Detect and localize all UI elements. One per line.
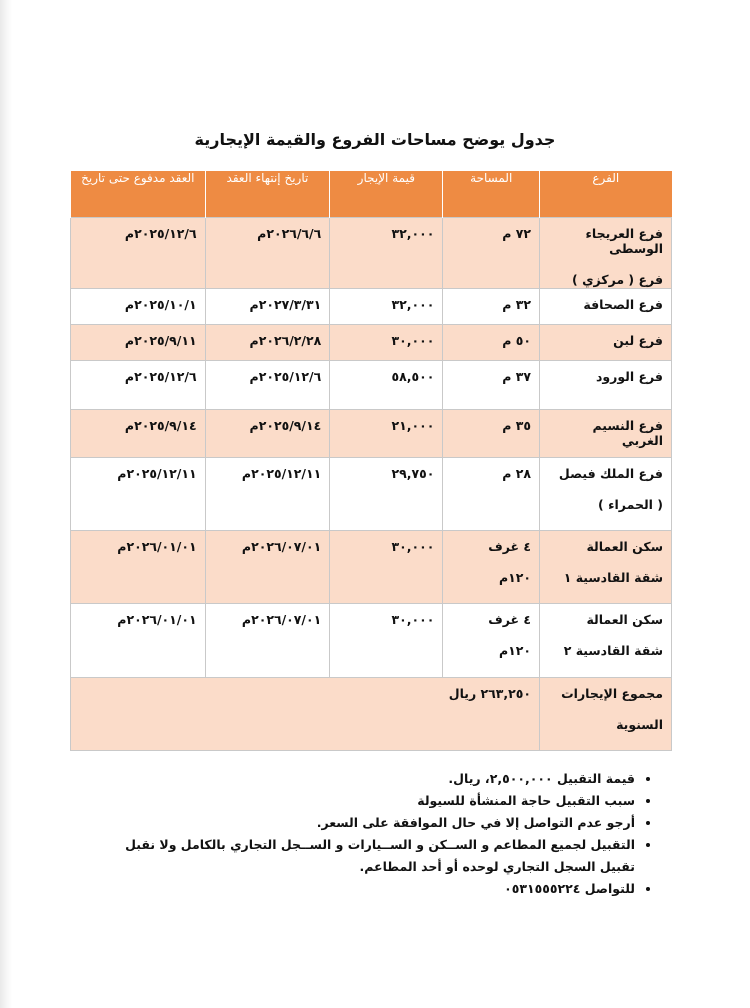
note-item: • للتواصل ٠٥٣١٥٥٥٢٢٤ (95, 878, 635, 900)
paid-until-cell: ٢٠٢٥/٩/١٤م (71, 410, 206, 458)
note-item: • سبب التقبيل حاجة المنشأة للسيولة (95, 790, 635, 812)
branch-cell: سكن العمالة شقة القادسية ١ (540, 531, 672, 604)
branch-cell: فرع العريجاء الوسطى فرع ( مركزي ) (540, 218, 672, 289)
page-title: جدول يوضح مساحات الفروع والقيمة الإيجارية (194, 130, 556, 149)
area-cell: ٧٢ م (443, 218, 540, 289)
end-date-cell: ٢٠٢٦/٠٧/٠١م (205, 531, 330, 604)
paid-until-cell: ٢٠٢٦/٠١/٠١م (71, 531, 206, 604)
branch-cell: فرع النسيم الغربي (540, 410, 672, 458)
total-label: مجموع الإيجارات السنوية (540, 678, 672, 751)
note-item: • قيمة التقبيل ٢,٥٠٠,٠٠٠، ريال. (95, 768, 635, 790)
end-date-cell: ٢٠٢٥/١٢/٦م (205, 361, 330, 410)
header-paid-until: العقد مدفوع حتى تاريخ (71, 171, 206, 218)
table-row (71, 604, 672, 678)
notes-list (95, 768, 657, 900)
end-date-cell: ٢٠٢٦/٢/٢٨م (205, 325, 330, 361)
rent-table (70, 171, 672, 751)
table-row (71, 531, 672, 604)
area-cell: ٥٠ م (443, 325, 540, 361)
branch-cell: فرع الملك فيصل ( الحمراء ) (540, 458, 672, 531)
table-row (71, 410, 672, 458)
value-cell: ٣٠,٠٠٠ (330, 531, 443, 604)
note-item: • أرجو عدم التواصل إلا في حال الموافقة على السعر. (95, 812, 635, 834)
paid-until-cell: ٢٠٢٥/١٠/١م (71, 289, 206, 325)
table-row (71, 361, 672, 410)
end-date-cell: ٢٠٢٦/٦/٦م (205, 218, 330, 289)
paid-until-cell: ٢٠٢٥/١٢/٦م (71, 218, 206, 289)
value-cell: ٢١,٠٠٠ (330, 410, 443, 458)
value-cell: ٢٩,٧٥٠ (330, 458, 443, 531)
branch-cell: سكن العمالة شقة القادسية ٢ (540, 604, 672, 678)
page-edge-shadow (0, 0, 12, 1008)
end-date-cell: ٢٠٢٦/٠٧/٠١م (205, 604, 330, 678)
header-value: قيمة الإيجار (330, 171, 443, 218)
header-branch: الفرع (540, 171, 672, 218)
branch-cell: فرع الورود (540, 361, 672, 410)
area-cell: ٢٨ م (443, 458, 540, 531)
end-date-cell: ٢٠٢٥/١٢/١١م (205, 458, 330, 531)
branch-cell: فرع لبن (540, 325, 672, 361)
end-date-cell: ٢٠٢٥/٩/١٤م (205, 410, 330, 458)
area-cell: ٣٧ م (443, 361, 540, 410)
value-cell: ٣٠,٠٠٠ (330, 604, 443, 678)
paid-until-cell: ٢٠٢٥/١٢/١١م (71, 458, 206, 531)
value-cell: ٣٢,٠٠٠ (330, 289, 443, 325)
value-cell: ٣٢,٠٠٠ (330, 218, 443, 289)
paid-until-cell: ٢٠٢٥/١٢/٦م (71, 361, 206, 410)
total-value: ٢٦٣,٢٥٠ ريال (71, 678, 540, 751)
area-cell: ٣٢ م (443, 289, 540, 325)
value-cell: ٥٨,٥٠٠ (330, 361, 443, 410)
branch-cell: فرع الصحافة (540, 289, 672, 325)
paid-until-cell: ٢٠٢٥/٩/١١م (71, 325, 206, 361)
end-date-cell: ٢٠٢٧/٣/٣١م (205, 289, 330, 325)
total-row (71, 678, 672, 751)
header-end-date: تاريخ إنتهاء العقد (205, 171, 330, 218)
table-row (71, 289, 672, 325)
table-row (71, 325, 672, 361)
area-cell: ٣٥ م (443, 410, 540, 458)
table-header-row (71, 171, 672, 218)
table-row (71, 218, 672, 289)
table-row (71, 458, 672, 531)
area-cell: ٤ غرف ١٢٠م (443, 604, 540, 678)
note-item: • التقبيل لجميع المطاعم و الســكن و الســيارات و الســجل التجاري بالكامل ولا نقبل تقبيل السجل التجاري لوحده أو أحد المطاعم. (95, 834, 635, 878)
header-area: المساحة (443, 171, 540, 218)
value-cell: ٣٠,٠٠٠ (330, 325, 443, 361)
paid-until-cell: ٢٠٢٦/٠١/٠١م (71, 604, 206, 678)
area-cell: ٤ غرف ١٢٠م (443, 531, 540, 604)
